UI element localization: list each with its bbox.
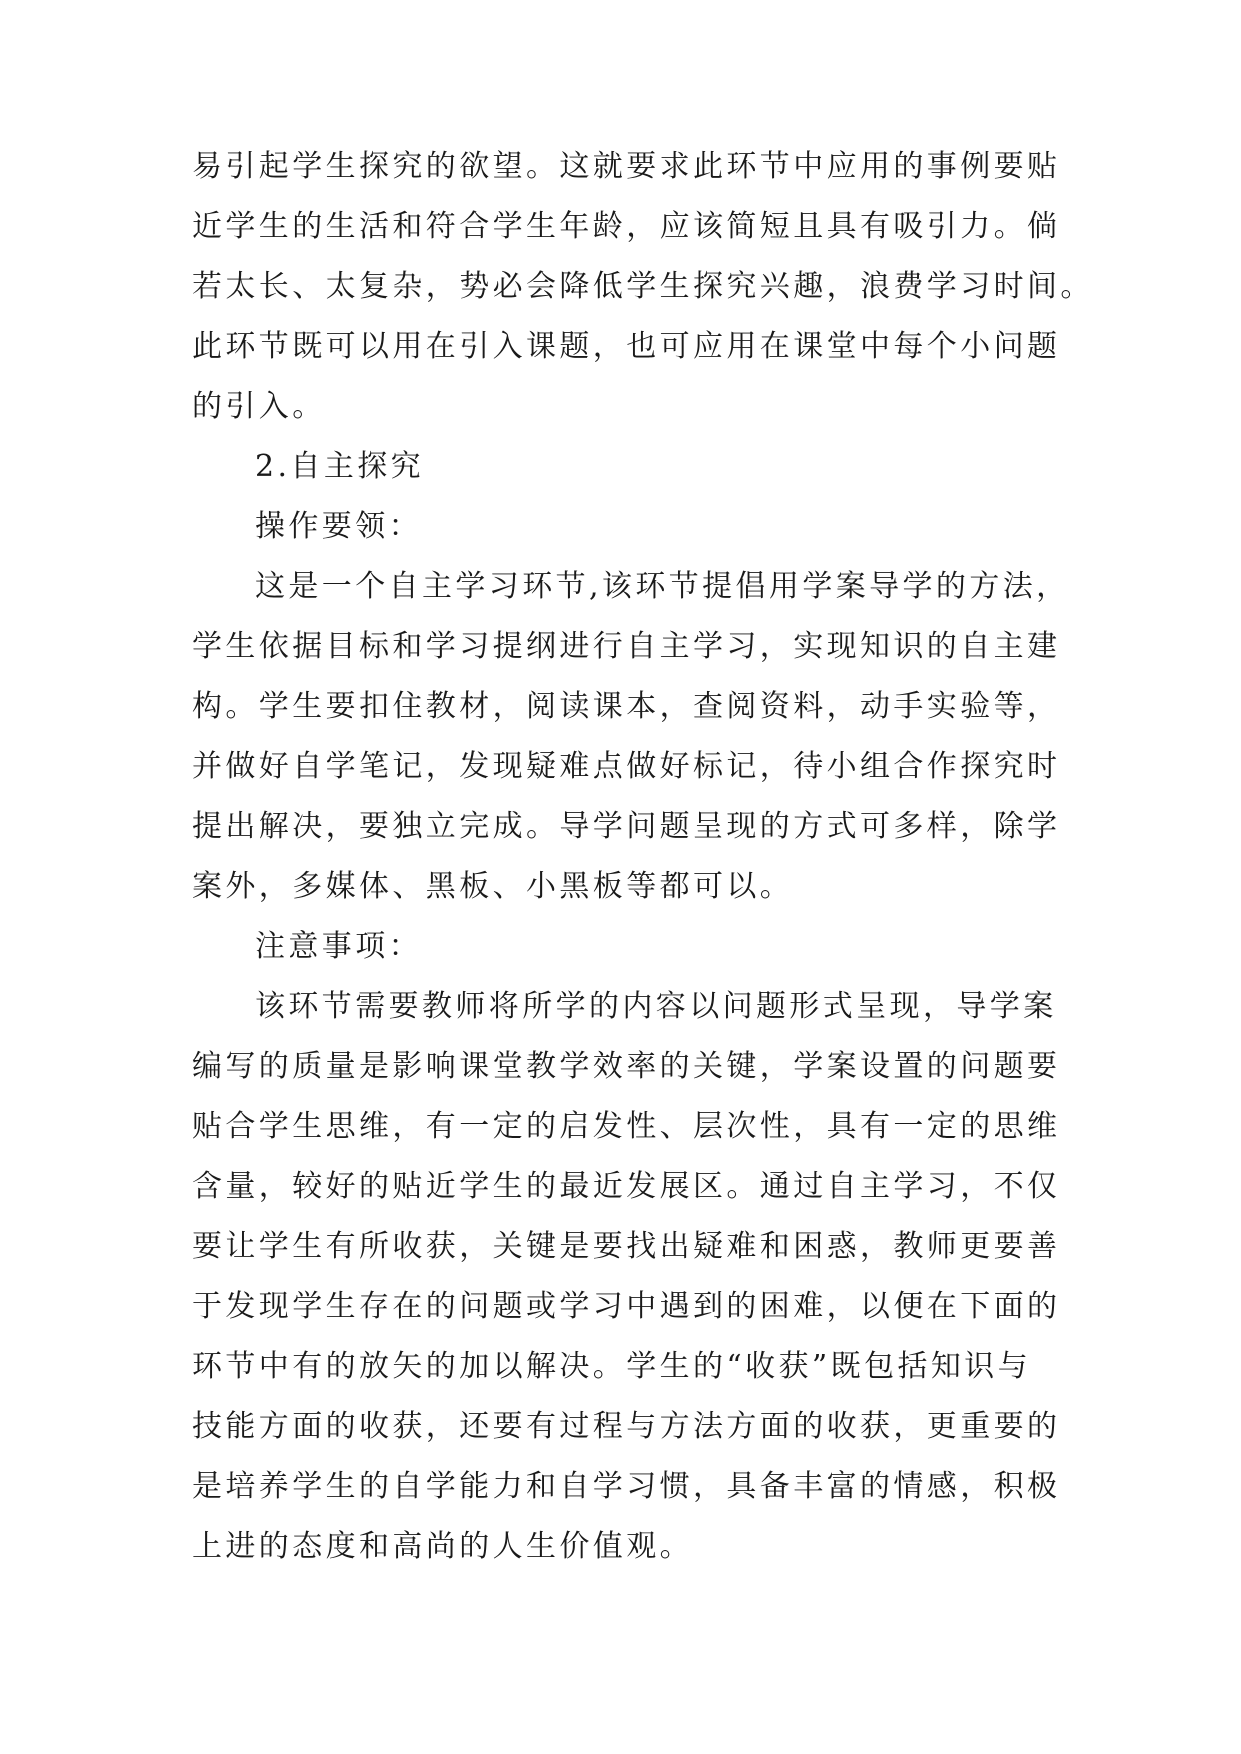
paragraph-line: 该环节需要教师将所学的内容以问题形式呈现，导学案 [255, 989, 1057, 1024]
paragraph-line: 上进的态度和高尚的人生价值观。 [192, 1529, 693, 1564]
paragraph-line: 这是一个自主学习环节,该环节提倡用学案导学的方法， [255, 569, 1070, 604]
paragraph-line: 并做好自学笔记，发现疑难点做好标记，待小组合作探究时 [192, 749, 1061, 784]
paragraph-line: 学生依据目标和学习提纲进行自主学习，实现知识的自主建 [192, 629, 1061, 664]
paragraph-line: 环节中有的放矢的加以解决。学生的“收获”既包括知识与 [192, 1349, 1032, 1384]
paragraph-line: 含量，较好的贴近学生的最近发展区。通过自主学习，不仅 [192, 1169, 1061, 1204]
paragraph-line: 案外，多媒体、黑板、小黑板等都可以。 [192, 869, 794, 904]
paragraph-line: 编写的质量是影响课堂教学效率的关键，学案设置的问题要 [192, 1049, 1061, 1084]
paragraph-line: 是培养学生的自学能力和自学习惯，具备丰富的情感，积极 [192, 1469, 1061, 1504]
paragraph-line: 要让学生有所收获，关键是要找出疑难和困惑，教师更要善 [192, 1229, 1061, 1264]
section-heading: 2.自主探究 [255, 449, 425, 484]
paragraph-line: 此环节既可以用在引入课题，也可应用在课堂中每个小问题 [192, 329, 1061, 364]
paragraph-line: 提出解决，要独立完成。导学问题呈现的方式可多样，除学 [192, 809, 1061, 844]
subheading-notes: 注意事项： [255, 929, 422, 964]
subheading-operation-points: 操作要领： [255, 509, 422, 544]
paragraph-line: 近学生的生活和符合学生年龄，应该简短且具有吸引力。倘 [192, 209, 1061, 244]
paragraph-line: 易引起学生探究的欲望。这就要求此环节中应用的事例要贴 [192, 149, 1061, 184]
paragraph-line: 于发现学生存在的问题或学习中遇到的困难，以便在下面的 [192, 1289, 1061, 1324]
paragraph-line: 构。学生要扣住教材，阅读课本，查阅资料，动手实验等， [192, 689, 1061, 724]
paragraph-line: 贴合学生思维，有一定的启发性、层次性，具有一定的思维 [192, 1109, 1061, 1144]
paragraph-line: 技能方面的收获，还要有过程与方法方面的收获，更重要的 [192, 1409, 1061, 1444]
paragraph-line: 的引入。 [192, 389, 326, 424]
paragraph-line: 若太长、太复杂，势必会降低学生探究兴趣，浪费学习时间。 [192, 269, 1094, 304]
